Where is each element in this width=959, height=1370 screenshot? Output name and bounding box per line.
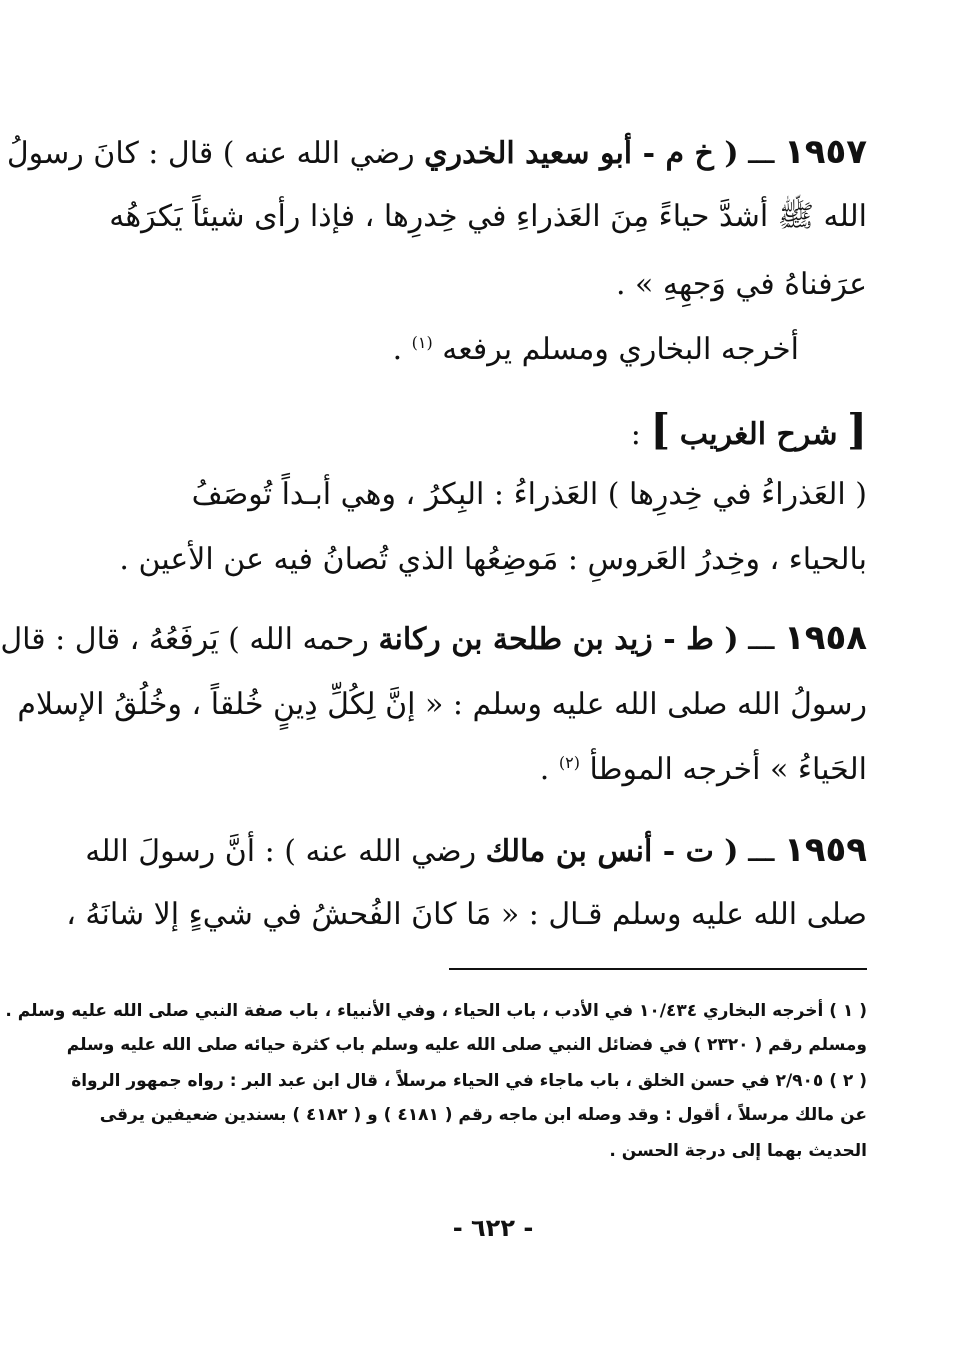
hadith-1957-line-2: الله ﷺ أشدَّ حياءً مِنَ العَذراءِ في خِدرِها ، فإذا رأى شيئاً يَكرَهُه — [109, 199, 867, 234]
footnote-2-line-3: الحديث بهما إلى درجة الحسن . — [609, 1141, 867, 1161]
hadith-text: رضي الله عنه ) : أنَّ رسولَ الله — [85, 834, 477, 869]
gharib-heading — [630, 405, 867, 457]
hadith-text: رحمه الله ) يَرفَعُهُ ، قال : قال — [0, 622, 369, 657]
footnote-2-line-2: عن مالك مرسلاً ، أقول : وقد وصله ابن ماجه رقم ( ٤١٨١ ) و ( ٤١٨٢ ) بسندين ضعيفين يرقى — [99, 1105, 867, 1125]
dash: ـــ — [748, 622, 775, 657]
hadith-1957-line-1 — [6, 132, 867, 174]
footnote-ref-2: (٢) — [558, 753, 580, 772]
hadith-1957-takhrij — [137, 330, 799, 370]
period: . — [539, 752, 550, 787]
footnote-separator — [449, 968, 867, 970]
dash: ـــ — [748, 834, 775, 869]
gharib-colon: : — [630, 417, 641, 452]
hadith-source: ( ط - زيد بن طلحة بن ركانة — [378, 622, 739, 657]
hadith-1958-line-2: رسولُ الله صلى الله عليه وسلم : « إنَّ لِكُلِّ دِينٍ خُلقاً ، وخُلُقُ الإسلام — [17, 687, 867, 722]
footnote-ref-1: (١) — [411, 333, 433, 352]
hadith-number: ١٩٥٩ — [783, 830, 867, 870]
hadith-1958-line-1 — [0, 618, 867, 660]
hadith-source: ( خ م - أبو سعيد الخدري — [424, 136, 739, 171]
period: . — [392, 332, 403, 367]
hadith-number: ١٩٥٧ — [783, 132, 867, 172]
footnote-2-line-1: ( ٢ ) ٢/٩٠٥ في حسن الخلق ، باب ماجاء في الحياء مرسلاً ، قال ابن عبد البر : رواه جمهور الرواة — [71, 1071, 867, 1091]
gharib-line-1: ( العَذراءُ في خِدرِها ) العَذراءُ : البِكرُ ، وهي أبـداً تُوصَفُ — [191, 477, 867, 512]
footnote-1-line-1: ( ١ ) أخرجه البخاري ١٠/٤٣٤ في الأدب ، باب الحياء ، وفي الأنبياء ، باب صفة النبي صلى الله عليه وسلم . — [5, 1001, 867, 1021]
takhrij-text: أخرجه البخاري ومسلم يرفعه — [442, 332, 799, 367]
hadith-source: ( ت - أنس بن مالك — [485, 834, 739, 869]
hadith-text: رضي الله عنه ) قال : كانَ رسولُ — [6, 136, 415, 171]
bracket-close: ] — [650, 405, 671, 454]
hadith-1959-line-1 — [85, 830, 867, 872]
hadith-number: ١٩٥٨ — [783, 618, 867, 658]
page-number: - ٦٢٢ - — [452, 1214, 534, 1242]
bracket-open: [ — [847, 405, 867, 454]
footnote-1-line-2: ومسلم رقم ( ٢٣٢٠ ) في فضائل النبي صلى الله عليه وسلم باب كثرة حيائه صلى الله عليه وسلم — [66, 1035, 867, 1055]
gharib-line-2: بالحياء ، وخِدرُ العَروسِ : مَوضِعُها الذي تُصانُ فيه عن الأعين . — [119, 542, 867, 577]
hadith-text: الحَياءُ » أخرجه الموطأ — [589, 752, 867, 787]
hadith-1958-line-3 — [137, 750, 867, 790]
hadith-1959-line-2: صلى الله عليه وسلم قـال : « مَا كانَ الفُحشُ في شيءٍ إلا شانَهُ ، — [66, 897, 867, 932]
gharib-heading-text: شرح الغريب — [679, 417, 838, 452]
dash: ـــ — [748, 136, 775, 171]
hadith-1957-line-3: عرَفناهُ في وَجهِهِ » . — [615, 267, 867, 302]
